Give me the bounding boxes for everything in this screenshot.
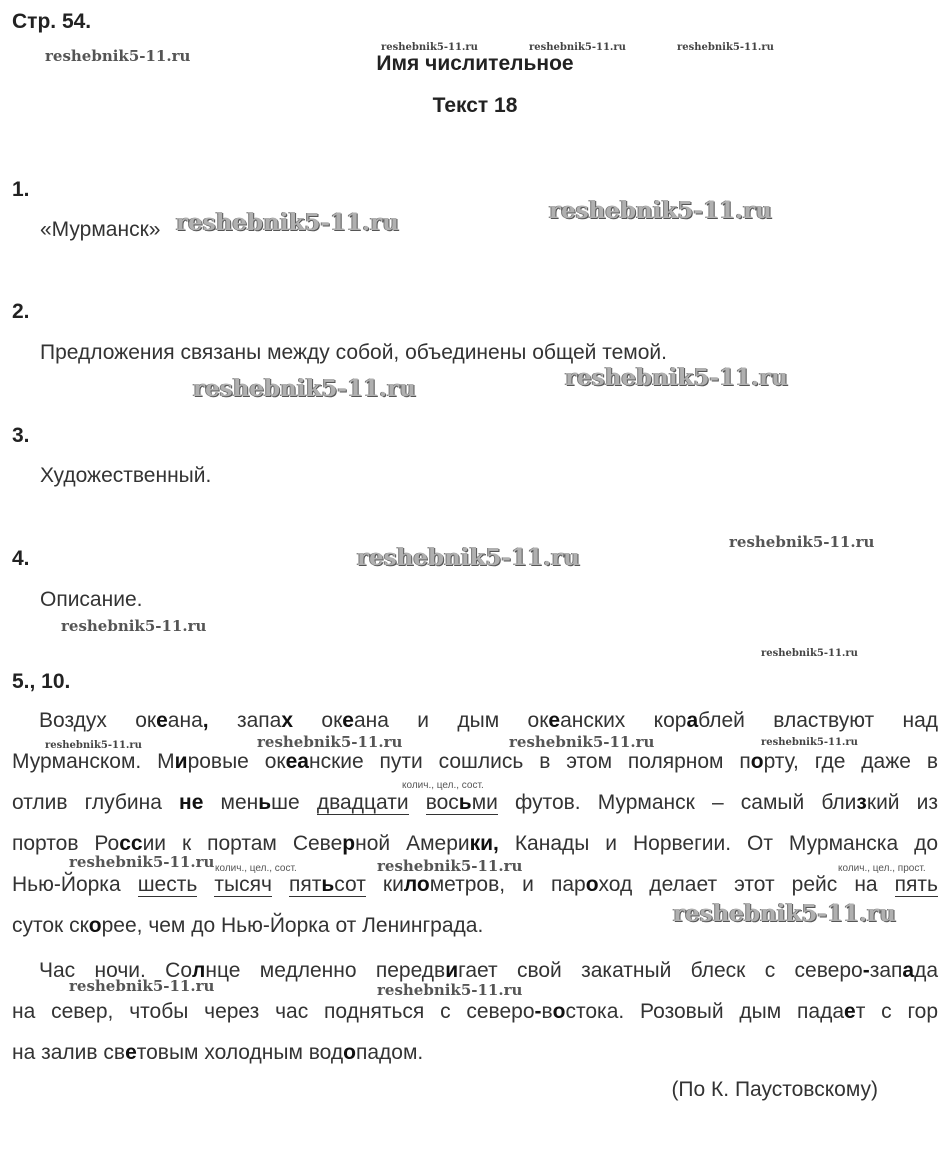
page-number: Стр. 54. <box>12 10 92 33</box>
author-signature: (По К. Паустовскому) <box>671 1078 878 1101</box>
text-paragraph-2 <box>12 950 938 1073</box>
answer-1-text: «Мурманск» <box>40 218 161 241</box>
answer-4-number: 4. <box>12 547 30 570</box>
watermark: reshebnik5-11.ru <box>45 740 142 751</box>
numeral-note-1: колич., цел., сост. <box>215 863 297 874</box>
answer-2-text: Предложения связаны между собой, объединены общей темой. <box>40 341 667 364</box>
watermark: reshebnik5-11.ru <box>61 617 207 635</box>
heading: Имя числительное <box>376 52 574 75</box>
numeral-note-2: колич., цел., сост. <box>402 780 484 791</box>
watermark: reshebnik5-11.ru <box>176 209 399 236</box>
text-line: на север, чтобы через час подняться с северо-востока. Розовый дым падает с гор <box>12 1000 938 1023</box>
watermark: reshebnik5-11.ru <box>377 857 523 875</box>
text-line: Нью-Йорка шесть тысяч пятьсот километров, и пароход делает этот рейс на пять <box>12 873 938 896</box>
watermark: reshebnik5-11.ru <box>529 42 626 53</box>
watermark: reshebnik5-11.ru <box>193 375 416 402</box>
watermark: reshebnik5-11.ru <box>377 981 523 999</box>
text-line: портов России к портам Северной Америки, Канады и Норвегии. От Мурманска до <box>12 832 939 855</box>
watermark: reshebnik5-11.ru <box>549 197 772 224</box>
watermark: reshebnik5-11.ru <box>69 977 215 995</box>
text-line: Час ночи. Солнце медленно передвигает свой закатный блеск с северо-запада <box>39 959 938 982</box>
watermark: reshebnik5-11.ru <box>729 533 875 551</box>
watermark: reshebnik5-11.ru <box>45 47 191 65</box>
text-line: отлив глубина не меньше двадцати восьми футов. Мурманск – самый близкий из <box>12 791 939 814</box>
watermark: reshebnik5-11.ru <box>761 737 858 748</box>
watermark: reshebnik5-11.ru <box>381 42 478 53</box>
answer-2-number: 2. <box>12 300 30 323</box>
subheading: Текст 18 <box>432 94 518 117</box>
numeral-note-3: колич., цел., прост. <box>838 863 926 874</box>
text-line: на залив световым холодным водопадом. <box>12 1041 424 1064</box>
watermark: reshebnik5-11.ru <box>565 364 788 391</box>
answer-1-number: 1. <box>12 178 30 201</box>
watermark: reshebnik5-11.ru <box>357 544 580 571</box>
text-line: Воздух океана, запах океана и дым океанских кораблей властвуют над <box>39 709 939 732</box>
answer-3-number: 3. <box>12 424 30 447</box>
text-line: суток скорее, чем до Нью-Йорка от Ленинграда. <box>12 914 484 937</box>
watermark: reshebnik5-11.ru <box>69 853 215 871</box>
watermark: reshebnik5-11.ru <box>761 648 858 659</box>
watermark: reshebnik5-11.ru <box>673 900 896 927</box>
watermark: reshebnik5-11.ru <box>677 42 774 53</box>
watermark: reshebnik5-11.ru <box>257 733 403 751</box>
watermark: reshebnik5-11.ru <box>509 733 655 751</box>
answer-5-number: 5., 10. <box>12 670 71 693</box>
answer-3-text: Художественный. <box>40 464 212 487</box>
text-line: Мурманском. Мировые океанские пути сошлись в этом полярном порту, где даже в <box>12 750 938 773</box>
answer-4-text: Описание. <box>40 588 143 611</box>
